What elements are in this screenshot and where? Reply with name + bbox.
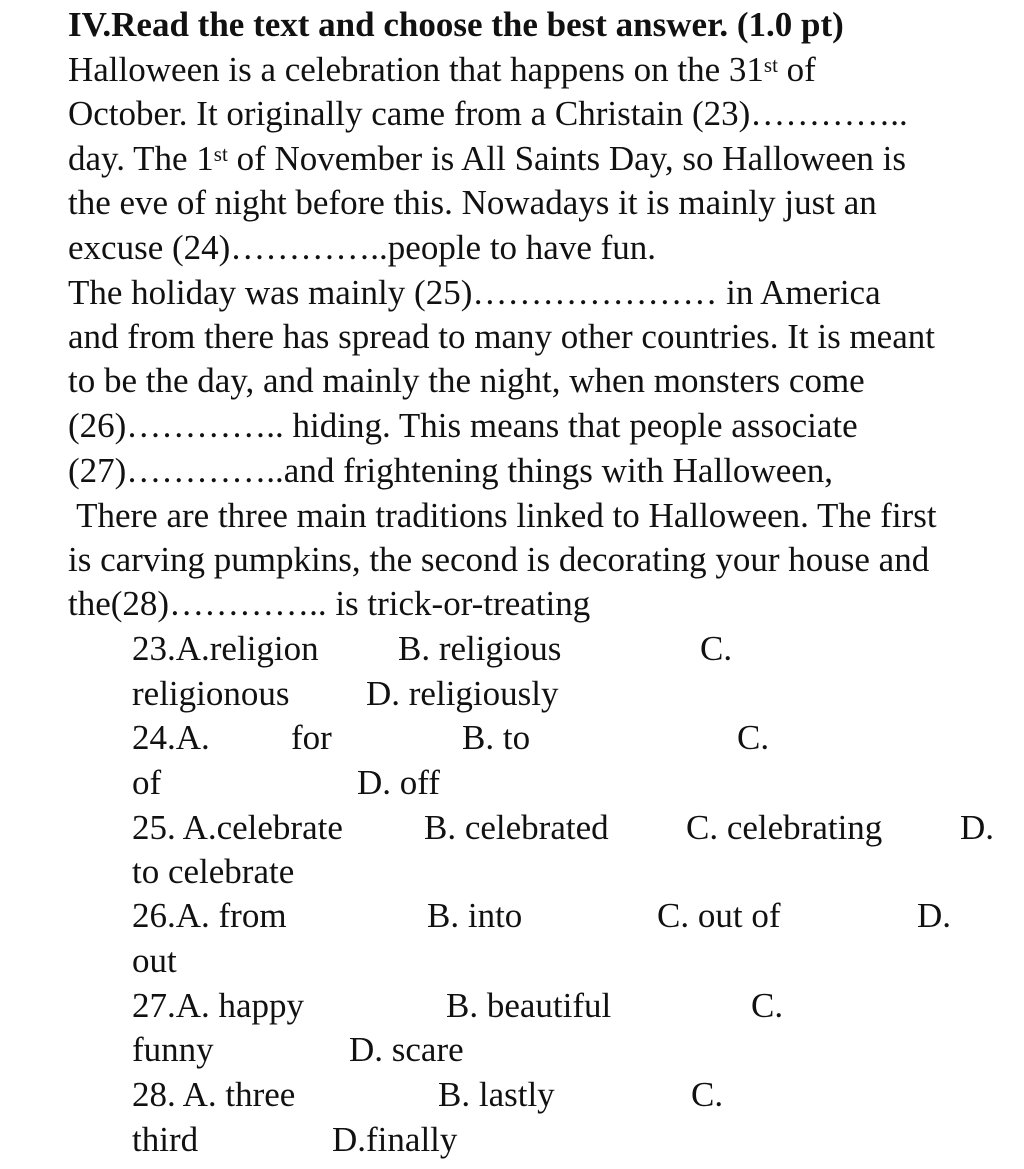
q23-option-b: B. religious — [398, 629, 562, 668]
q27-option-c-word: funny — [132, 1030, 214, 1069]
passage-line-7: and from there has spread to many other countries. It is meant — [68, 317, 935, 356]
q23-option-c-word: religionous — [132, 674, 290, 713]
q23-option-a: 23.A.religion — [132, 629, 319, 668]
q25-option-a: 25. A.celebrate — [132, 808, 343, 847]
passage-line-6: The holiday was mainly (25)………………… in America — [68, 273, 881, 312]
q28-option-c-label: C. — [691, 1075, 724, 1114]
passage-line-8: to be the day, and mainly the night, when monsters come — [68, 361, 865, 400]
passage-line-9: (26)………….. hiding. This means that people associate — [68, 406, 858, 445]
exercise-title: IV.Read the text and choose the best answer. (1.0 pt) — [68, 5, 844, 44]
q25-option-b: B. celebrated — [424, 808, 609, 847]
q27-option-a: 27.A. happy — [132, 986, 305, 1025]
q28-option-b: B. lastly — [438, 1075, 555, 1114]
passage-line-10: (27)…………..and frightening things with Halloween, — [68, 451, 834, 490]
q25-option-d-label: D. — [960, 808, 995, 847]
q26-option-c: C. out of — [657, 896, 781, 935]
q24-option-a-word: for — [291, 718, 332, 757]
q26-option-d-word: out — [132, 941, 177, 980]
passage-line-12: is carving pumpkins, the second is decorating your house and — [68, 540, 930, 579]
passage-line-11: There are three main traditions linked to Halloween. The first — [68, 496, 937, 535]
q25-option-c: C. celebrating — [686, 808, 883, 847]
superscript: st — [763, 52, 778, 77]
passage-line-13: the(28)………….. is trick-or-treating — [68, 584, 591, 623]
passage-text: day. The 1 — [68, 139, 214, 178]
q27-option-c-label: C. — [751, 986, 784, 1025]
q24-option-c-label: C. — [737, 718, 770, 757]
q26-option-a: 26.A. from — [132, 896, 287, 935]
q27-option-d: D. scare — [349, 1030, 464, 1069]
q24-option-c-word: of — [132, 763, 162, 802]
q24-option-b: B. to — [462, 718, 531, 757]
passage-line-5: excuse (24)…………..people to have fun. — [68, 228, 657, 267]
q28-option-c-word: third — [132, 1120, 199, 1159]
q28-option-d: D.finally — [332, 1120, 458, 1159]
passage-text: Halloween is a celebration that happens on the 31 — [68, 50, 764, 89]
q28-option-a: 28. A. three — [132, 1075, 296, 1114]
q24-option-a-label: 24.A. — [132, 718, 210, 757]
q23-option-d: D. religiously — [366, 674, 559, 713]
q26-option-b: B. into — [427, 896, 523, 935]
passage-line-4: the eve of night before this. Nowadays it is mainly just an — [68, 183, 877, 222]
passage-line-3 — [68, 137, 906, 181]
q23-option-c-label: C. — [700, 629, 733, 668]
superscript: st — [213, 141, 228, 166]
passage-line-1 — [68, 48, 816, 92]
passage-text: of November is All Saints Day, so Halloween is — [227, 139, 907, 178]
passage-text: of — [777, 50, 816, 89]
q25-option-d-word: to celebrate — [132, 852, 295, 891]
q24-option-d: D. off — [357, 763, 440, 802]
q27-option-b: B. beautiful — [446, 986, 612, 1025]
passage-line-2: October. It originally came from a Christain (23)………….. — [68, 94, 908, 133]
q26-option-d-label: D. — [917, 896, 952, 935]
